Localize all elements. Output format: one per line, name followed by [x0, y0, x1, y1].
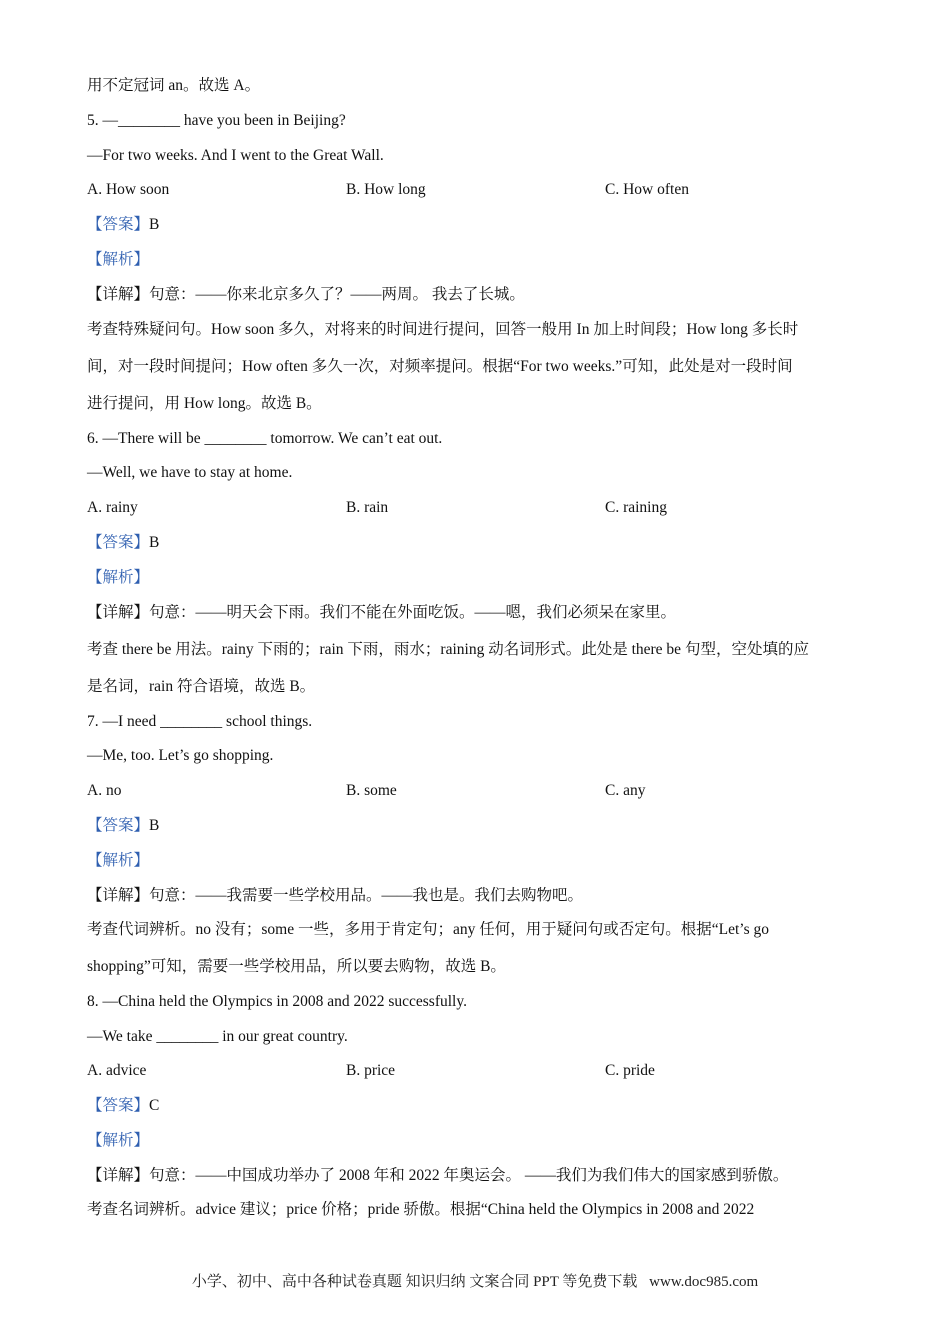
- explanation-line: 考查特殊疑问句。How soon 多久，对将来的时间进行提问，回答一般用 In 加上时间段；How long 多长时: [87, 321, 799, 338]
- question-7: 7. —I need ________ school things.: [87, 713, 313, 730]
- answer-value: B: [149, 534, 160, 551]
- answer-value: C: [149, 1097, 160, 1114]
- answer-line: [87, 1096, 159, 1116]
- option-a: A. advice: [87, 1062, 147, 1079]
- option-c: C. How often: [605, 181, 689, 198]
- option-b: B. rain: [346, 499, 389, 516]
- explanation-line: 【详解】句意：——我需要一些学校用品。——我也是。我们去购物吧。: [87, 887, 584, 904]
- question-5-response: —For two weeks. And I went to the Great Wall.: [87, 147, 384, 164]
- question-6: 6. —There will be ________ tomorrow. We can’t eat out.: [87, 430, 443, 447]
- explanation-line: 间，对一段时间提问；How often 多久一次，对频率提问。根据“For two weeks.”可知，此处是对一段时间: [87, 358, 793, 375]
- explanation-line: 【详解】句意：——中国成功举办了 2008 年和 2022 年奥运会。 ——我们为我们伟大的国家感到骄傲。: [87, 1167, 789, 1184]
- explanation-line: 是名词，rain 符合语境，故选 B。: [87, 678, 316, 695]
- explanation-line: shopping”可知，需要一些学校用品，所以要去购物，故选 B。: [87, 958, 506, 975]
- answer-value: B: [149, 817, 160, 834]
- answer-line: [87, 816, 159, 836]
- question-7-response: —Me, too. Let’s go shopping.: [87, 747, 274, 764]
- explanation-line: 考查 there be 用法。rainy 下雨的；rain 下雨，雨水；raining 动名词形式。此处是 there be 句型，空处填的应: [87, 641, 809, 658]
- explanation-line: 【详解】句意：——你来北京多久了？——两周。 我去了长城。: [87, 286, 525, 303]
- answer-line: [87, 215, 159, 235]
- analysis-label: 【解析】: [87, 1132, 150, 1149]
- question-8: 8. —China held the Olympics in 2008 and 2022 successfully.: [87, 993, 467, 1010]
- option-c: C. any: [605, 782, 646, 799]
- question-6-response: —Well, we have to stay at home.: [87, 464, 293, 481]
- answer-label: 【答案】: [87, 817, 150, 834]
- option-b: B. some: [346, 782, 397, 799]
- explanation-line: 进行提问，用 How long。故选 B。: [87, 395, 322, 412]
- explanation-line: 考查代词辨析。no 没有；some 一些，多用于肯定句；any 任何，用于疑问句或否定句。根据“Let’s go: [87, 921, 769, 938]
- footer-link[interactable]: www.doc985.com: [649, 1274, 759, 1290]
- option-c: C. pride: [605, 1062, 655, 1079]
- answer-label: 【答案】: [87, 534, 150, 551]
- analysis-label: 【解析】: [87, 852, 150, 869]
- answer-line: [87, 533, 159, 553]
- option-c: C. raining: [605, 499, 667, 516]
- analysis-label: 【解析】: [87, 251, 150, 268]
- option-a: A. How soon: [87, 181, 170, 198]
- text-line: 用不定冠词 an。故选 A。: [87, 77, 261, 94]
- explanation-line: 考查名词辨析。advice 建议；price 价格；pride 骄傲。根据“China held the Olympics in 2008 and 2022: [87, 1201, 755, 1218]
- option-b: B. price: [346, 1062, 396, 1079]
- option-a: A. rainy: [87, 499, 138, 516]
- option-b: B. How long: [346, 181, 426, 198]
- explanation-line: 【详解】句意：——明天会下雨。我们不能在外面吃饭。——嗯，我们必须呆在家里。: [87, 604, 677, 621]
- analysis-label: 【解析】: [87, 569, 150, 586]
- answer-value: B: [149, 216, 160, 233]
- option-a: A. no: [87, 782, 122, 799]
- question-5: 5. —________ have you been in Beijing?: [87, 112, 346, 129]
- page-footer: [0, 1270, 950, 1291]
- footer-text: 小学、初中、高中各种试卷真题 知识归纳 文案合同 PPT 等免费下载: [191, 1274, 638, 1290]
- answer-label: 【答案】: [87, 216, 150, 233]
- answer-label: 【答案】: [87, 1097, 150, 1114]
- question-8-response: —We take ________ in our great country.: [87, 1028, 348, 1045]
